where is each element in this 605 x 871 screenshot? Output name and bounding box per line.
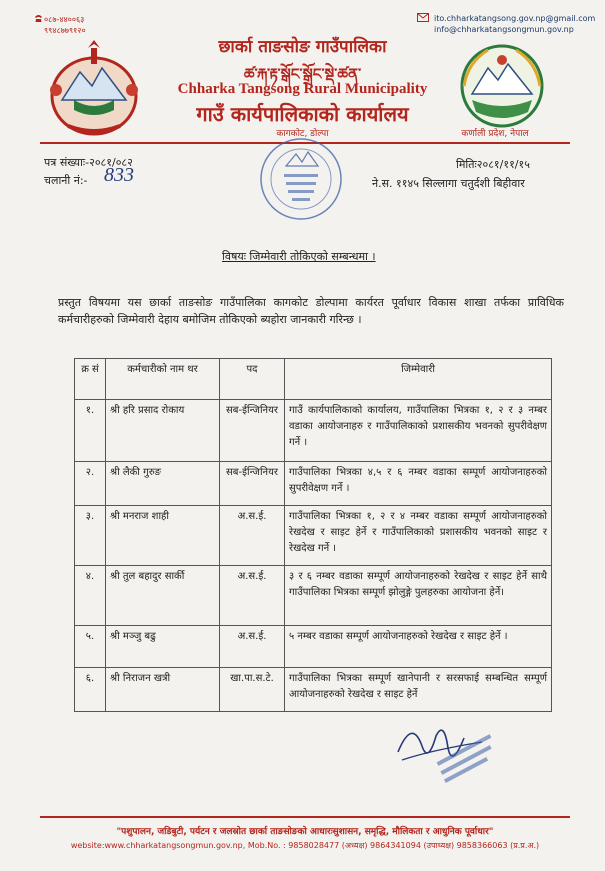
header-post: पद (220, 359, 285, 400)
table-header-row (75, 359, 552, 400)
table-row (75, 566, 552, 626)
table-row (75, 668, 552, 712)
row-duty: ३ र ६ नम्बर वडाका सम्पूर्ण आयोजनाहरुको रेखदेख र साइट हेर्ने साथै गाउँपालिका भित्रका सम्पूर्ण झोलुङ्गे पुलहरुका आयोजना हेर्ने। (285, 566, 552, 626)
header-responsibility: जिम्मेवारी (285, 359, 552, 400)
header-employee-name: कर्मचारीको नाम थर (106, 359, 220, 400)
table-row (75, 400, 552, 462)
row-duty: ५ नम्बर वडाका सम्पूर्ण आयोजनाहरुको रेखदेख र साइट हेर्ने । (285, 626, 552, 668)
chalani-number: 833 (104, 164, 134, 186)
email-2[interactable]: info@chharkatangsongmun.gov.np (434, 25, 574, 34)
table-row (75, 462, 552, 506)
chalani-label: चलानी नं:- (44, 174, 88, 187)
row-duty: गाउँपालिका भित्रका सम्पूर्ण खानेपानी र सरसफाई सम्बन्धित सम्पूर्ण आयोजनाहरुको रेखदेख र साइट हेर्ने (285, 668, 552, 712)
row-post: सब-ईन्जिनियर (220, 462, 285, 506)
row-name: श्री मञ्जु बढु (106, 626, 220, 668)
signature-stamp (392, 712, 502, 792)
row-name: श्री हरि प्रसाद रोकाय (106, 400, 220, 462)
phone-number-2: ९९४८७७९१२० (44, 26, 86, 35)
row-serial: १. (75, 400, 106, 462)
office-seal-stamp (258, 136, 344, 222)
row-post: खा.पा.स.टे. (220, 668, 285, 712)
email-addresses (434, 13, 595, 35)
footer-divider (40, 816, 570, 818)
nepal-government-emblem (44, 40, 144, 140)
municipality-name-nepali: छार्का ताङसोङ गाउँपालिका (218, 37, 387, 57)
letter-body: प्रस्तुत विषयमा यस छार्का ताङसोङ गाउँपालिका कागकोट डोल्पामा कार्यरत पूर्वाधार विकास शाखा तर्फका प्राविधिक कर्मचारीहरुको जिम्मेवारी देहाय बमोजिम तोकिएको ब्यहोरा जानकारी गरिन्छ । (58, 296, 564, 326)
row-serial: ४. (75, 566, 106, 626)
phone-icon (34, 14, 43, 22)
row-serial: ३. (75, 506, 106, 566)
header-serial: क्र सं (75, 359, 106, 400)
phone-numbers (44, 14, 86, 36)
row-name: श्री लैकी गुरुङ (106, 462, 220, 506)
row-name: श्री तुल बहादुर सार्की (106, 566, 220, 626)
reference-number: पत्र संख्याः-२०८१/०८२ (44, 156, 133, 169)
municipality-name-tibetan: ཚ་རྐ་རྟ་སྒོང་སྒྲོང་སྡེ་ཚན་ (243, 65, 362, 83)
row-serial: ५. (75, 626, 106, 668)
row-name: श्री निराजन खत्री (106, 668, 220, 712)
province-name: कर्णाली प्रदेश, नेपाल (461, 129, 529, 139)
office-name: गाउँ कार्यपालिकाको कार्यालय (196, 102, 409, 126)
footer-website-contacts: website:www.chharkatangsongmun.gov.np, Mob.No. : 9858028477 (अध्यक्ष) 9864341094 (उपाध्यक्ष) 9858366063 (प्र.प्र.अ.) (70, 841, 540, 850)
table-row (75, 506, 552, 566)
phone-number-1: ०८७-४४००६३ (44, 15, 85, 24)
email-1[interactable]: ito.chharkatangsong.gov.np@gmail.com (434, 14, 596, 23)
letter-subject: विषयः जिम्मेवारी तोकिएको सम्बन्धमा । (222, 250, 376, 263)
row-serial: ६. (75, 668, 106, 712)
municipality-name-english: Chharka Tangsong Rural Municipality (177, 81, 428, 97)
office-location: कागकोट, डोल्पा (276, 129, 329, 139)
row-post: सब-ईन्जिनियर (220, 400, 285, 462)
row-duty: गाउँ कार्यपालिकाको कार्यालय, गाउँपालिका भित्रका १, २ र ३ नम्बर वडाका आयोजनाहरु र गाउँपालिकाको प्रशासकीय भवनको सुपरीवेक्षण गर्ने । (285, 400, 552, 462)
row-serial: २. (75, 462, 106, 506)
responsibility-table (74, 358, 552, 712)
table-row (75, 626, 552, 668)
row-duty: गाउँपालिका भित्रका ४,५ र ६ नम्बर वडाका सम्पूर्ण आयोजनाहरुको सुपरीवेक्षण गर्ने । (285, 462, 552, 506)
row-duty: गाउँपालिका भित्रका १, २ र ४ नम्बर वडाका सम्पूर्ण आयोजनाहरुको रेखदेख र साइट हेर्ने र गाउँपालिकाको प्रशासकीय भवनको साइट र रेखदेख गर्ने । (285, 506, 552, 566)
row-post: अ.स.ई. (220, 626, 285, 668)
date-nepal-sambat: ने.स. ११४५ सिल्लागा चतुर्दशी बिहीवार (372, 177, 525, 190)
mail-icon (417, 13, 429, 22)
karnali-province-emblem (458, 42, 546, 130)
row-post: अ.स.ई. (220, 566, 285, 626)
row-name: श्री मनराज शाही (106, 506, 220, 566)
date-bikram-sambat: मितिः२०८१/११/१५ (456, 158, 530, 171)
row-post: अ.स.ई. (220, 506, 285, 566)
footer-motto: "पशुपालन, जडिबुटी, पर्यटन र जलस्रोत छार्का ताङसोङको आधारःसुशासन, समृद्धि, मौलिकता र आधुनिक पूर्वाधार" (116, 827, 494, 837)
